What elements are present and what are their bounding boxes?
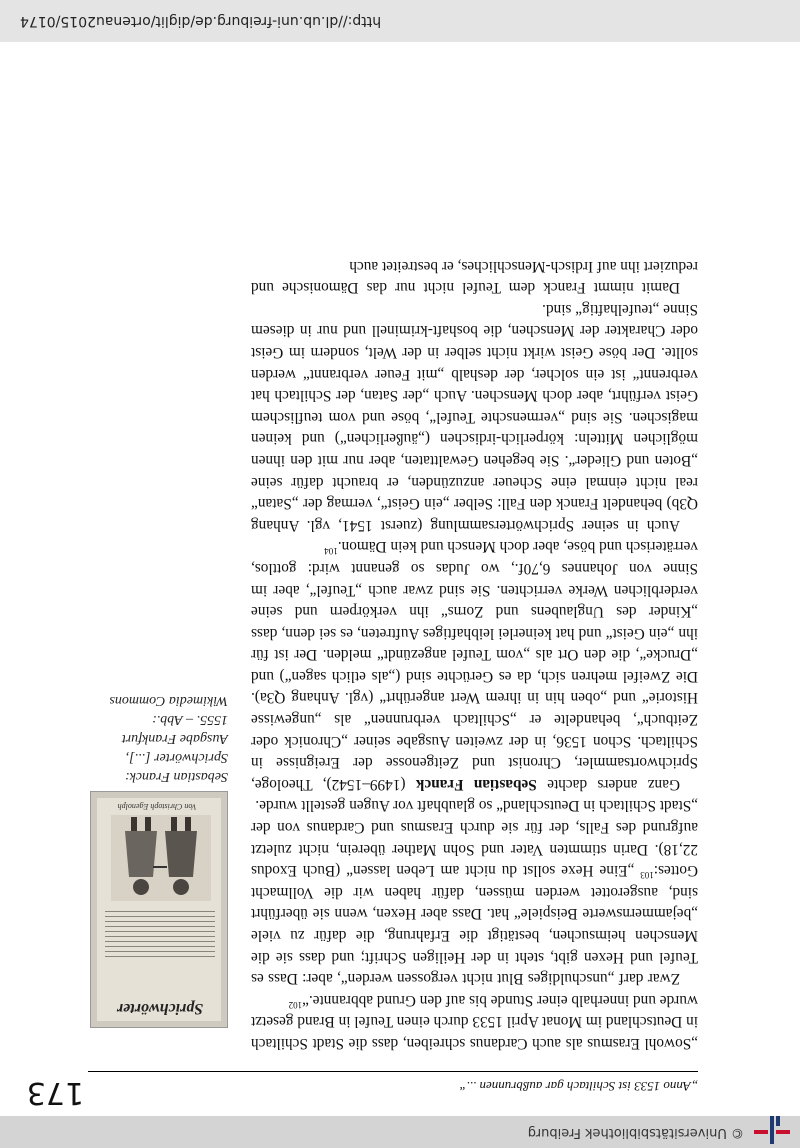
- book-title-page-image: [90, 791, 228, 1028]
- paragraph-quote: „Sowohl Erasmus als auch Cardanus schreiben, dass die Stadt Schiltach in Deutschland im Monat April 1533 durch einen Teufel in Brand gesetzt wurde und innerhalb einer Stunde bis auf den Grund abbrannte.“$^{102}$: [251, 991, 698, 1052]
- running-header: [88, 1071, 698, 1098]
- legend-line: Sprichwörter [...],: [125, 750, 228, 765]
- library-logo-icon: [750, 1116, 790, 1144]
- person-name: Sebastian Franck: [415, 775, 537, 793]
- copyright-text: © Universitätsbibliothek Freiburg: [527, 1125, 744, 1140]
- legend-line: Ausgabe Frankfurt: [121, 731, 228, 746]
- paragraph: Zwar darf „unschuldiges Blut nicht vergossen werden“, aber: Dass es Teufel und Hexen gibt, steht in der Heiligen Schrift; und dass sie die Menschen heimsuchen, bestätigt die Erfahrung, die dafür zu viele „bejammernswerte Beispiele“ hat. Dass aber Hexen, wenn sie überführt sind, ausgerottet werden müssen, dafür haben wir die Vollmacht Gottes:$^{103}$ „Eine Hexe sollst du nicht am Leben lassen“ (Buch Exodus 22,18). Darin stimmten Vater und Sohn Mather überein, nicht zuletzt aufgrund des Falls, der für sie durch Erasmus und Cardanus von der „Stadt Schiltach in Deutschland“ so glaubhaft vor Augen gestellt wurde.: [251, 797, 698, 988]
- paragraph: Damit nimmt Franck dem Teufel nicht nur das Dämonische und reduziert ihn auf Irdisch-Menschliches, er bestreitet auch: [251, 257, 698, 297]
- image-text-lines: [105, 911, 215, 961]
- legend-line: Wikimedia Commons: [109, 693, 228, 708]
- running-title: „Anno 1533 ist Schiltach gar außbrunnen ...“: [459, 1079, 698, 1094]
- paragraph: Ganz anders dachte Sebastian Franck (1499–1542), Theologe, Sprichwortsammler, Chronist und Zeitgenosse der Ereignisse in Schiltach. Schon 1536, in der zweiten Ausgabe seiner „Chronick oder Zeitbuch“, behandelte er „Schiltach verbrunnen“ als „ungewisse Historie“ und „oben hin in ihrem Wert angerührt“ (vgl. Anhang Q3a). Die Zweifel mehren sich, da es Gerüchte sind („als etlich sagen“) und „Drucke“, die den Ort als „vom Teufel angezündt“ melden. Der ist für ihn „ein Geist“ und hat keinerlei leibhaftiges Auftreten, es sei denn, dass „Kinder des Unglaubens und Zorns“ ihn verkörpern und seine verderblichen Werke verrichten. Sie sind zwar auch „Teufel“, aber im Sinne von Johannes 6,70f., wo Judas so genannt wird: gottlos, verräterisch und böse, aber doch Mensch und kein Dämon.$^{104}$: [251, 538, 698, 793]
- footnote-ref: 103: [640, 870, 654, 881]
- legend-line: 1555. – Abb.:: [152, 712, 228, 727]
- main-text: [251, 255, 698, 1054]
- paragraph: Auch in seiner Sprichwörtersammlung (zuerst 1541, vgl. Anhang Q3b) behandelt Franck den Fall: Selber „ein Geist“, vermag der „Satan“ real nicht einmal eine Scheuer anzuzünden, er braucht dafür seine „Boten und Glieder“. Sie begehen Gewalttaten, aber nur mit den ihnen möglichen Mitteln: körperlich-irdischen („äußerlichen“) und keinen magischen. Sie sind „vermenschte Teufel“, böse und vom teuflischem Geist verführt, aber doch Menschen. Auch „der Satan, der Schiltach hat verbrennt“ ist ein solcher, der deshalb „mit Feuer verbrannt“ werden sollte. Der böse Geist wirkt nicht selber in der Welt, sondern im Geist oder Charakter der Menschen, die boshaft-kriminell und nur in diesem Sinne „teufelhaftig“ sind.: [251, 300, 698, 534]
- image-caption: Von Christoph Egenolph: [117, 802, 197, 811]
- url-text[interactable]: http://dl.ub.uni-freiburg.de/diglit/ortenau2015/0174: [20, 13, 382, 29]
- image-title: Sprichwörter: [116, 1000, 204, 1017]
- figure-legend: [88, 691, 228, 786]
- legend-line: Sebastian Franck:: [124, 769, 228, 784]
- bottom-bar: [0, 0, 800, 42]
- footnote-ref: 102: [288, 999, 303, 1010]
- footnote-ref: 104: [324, 546, 338, 557]
- page-number: 173: [26, 1075, 84, 1110]
- woodcut-figures-icon: [111, 815, 211, 901]
- top-bar: [0, 1116, 800, 1148]
